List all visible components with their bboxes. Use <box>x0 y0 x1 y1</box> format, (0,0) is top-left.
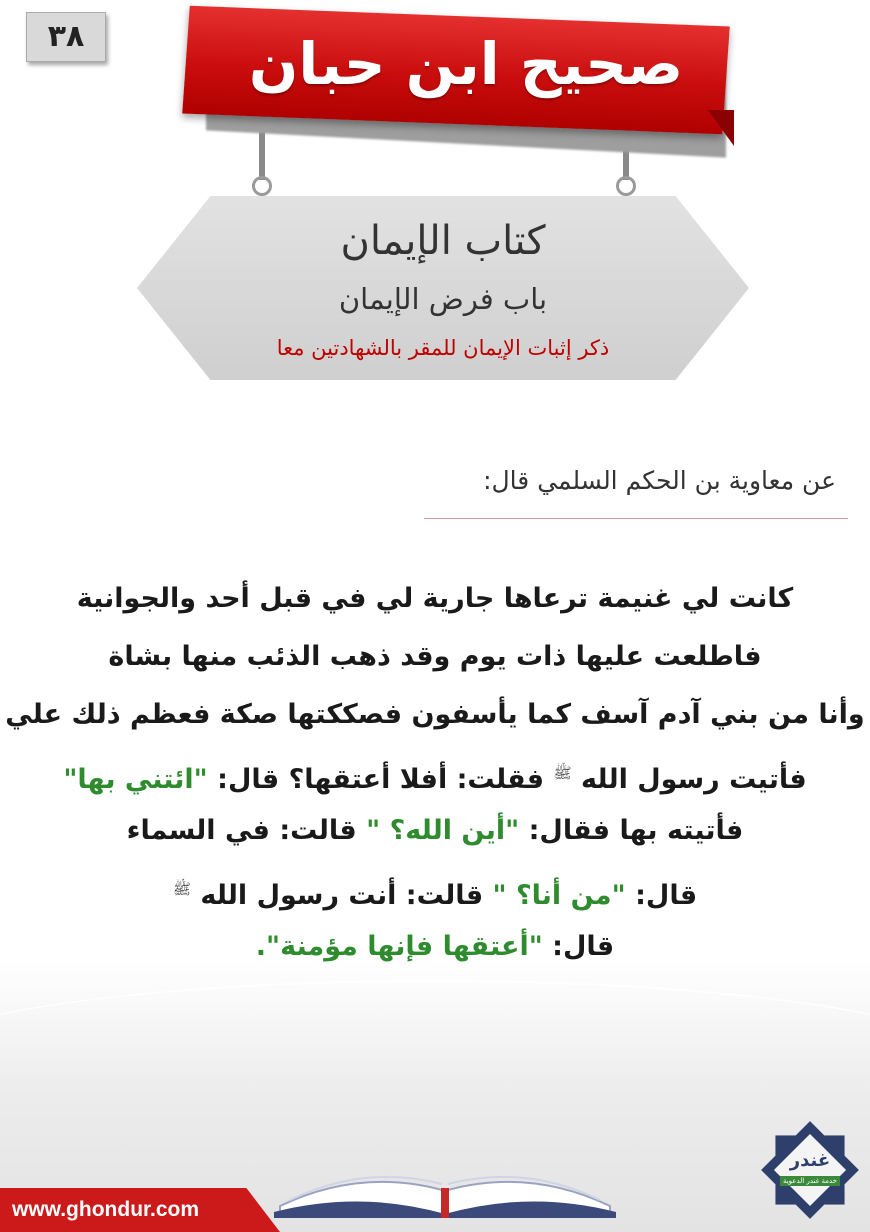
hadith-line-3: وأنا من بني آدم آسف كما يأسفون فصككتها صكة فعظم ذلك علي <box>5 699 865 730</box>
hadith-line-4 <box>0 744 870 802</box>
title-banner <box>186 14 746 144</box>
narrator-line: عن معاوية بن الحكم السلمي قال: <box>483 466 836 495</box>
right-ring <box>616 176 636 196</box>
salutation-icon: ﷺ <box>172 880 191 898</box>
section-title: ذكر إثبات الإيمان للمقر بالشهادتين معا <box>276 336 610 360</box>
page-number: ٣٨ <box>26 12 106 62</box>
open-book-icon <box>270 1128 620 1218</box>
prophet-verdict: "أعتقها فإنها مؤمنة". <box>255 931 543 962</box>
logo-tagline: خدمة غندر الدعوية <box>780 1176 840 1186</box>
hadith-text <box>0 570 870 976</box>
hadith-line-1: كانت لي غنيمة ترعاها جارية لي في قبل أحد والجوانية <box>76 583 794 614</box>
banner-fold <box>708 110 734 146</box>
hadith-line-7 <box>0 918 870 976</box>
salutation-icon: ﷺ <box>553 764 572 782</box>
line6-end: قالت: أنت رسول الله <box>200 880 484 911</box>
website-link[interactable]: www.ghondur.com <box>12 1198 200 1221</box>
line7-start: قال: <box>552 931 615 962</box>
chapter-title: باب فرض الإيمان <box>338 282 548 316</box>
book-collection-title: صحيح ابن حبان <box>248 30 684 98</box>
hadith-line-2: فاطلعت عليها ذات يوم وقد ذهب الذئب منها بشاة <box>108 641 762 672</box>
book-title: كتاب الإيمان <box>340 218 546 264</box>
hadith-line-5 <box>0 802 870 860</box>
logo-name: غندر <box>789 1150 831 1171</box>
line6-start: قال: <box>635 880 698 911</box>
divider <box>424 518 848 519</box>
line4-start: فأتيت رسول الله <box>581 764 807 795</box>
decorative-wave <box>0 980 870 1142</box>
prophet-question: "أين الله؟ " <box>366 815 520 846</box>
line4-middle: فقلت: أفلا أعتقها؟ قال: <box>217 764 545 795</box>
hadith-line-6 <box>0 860 870 918</box>
prophet-question-2: "من أنا؟ " <box>492 880 626 911</box>
plate-text <box>137 196 749 380</box>
left-ring <box>252 176 272 196</box>
line5-end: قالت: في السماء <box>126 815 357 846</box>
prophet-quote: "ائتني بها" <box>63 764 208 795</box>
line5-start: فأتيته بها فقال: <box>528 815 744 846</box>
